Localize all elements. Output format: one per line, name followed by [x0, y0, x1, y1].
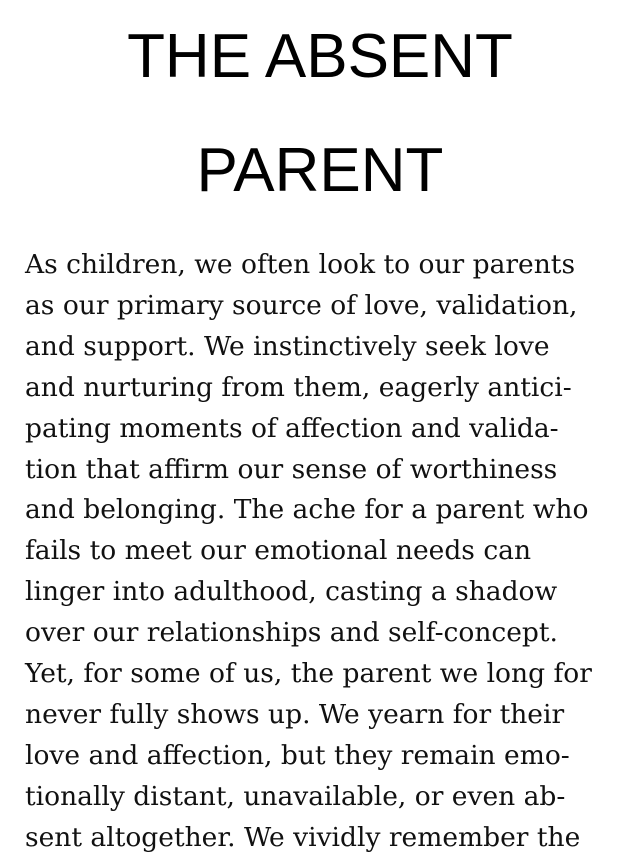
- body-paragraph: [25, 245, 625, 856]
- paragraph-line: and support. We instinctively seek love: [25, 330, 550, 362]
- paragraph-line: and nurturing from them, eagerly antici-: [25, 371, 572, 403]
- paragraph-line: pating moments of affection and valida-: [25, 412, 559, 444]
- paragraph-line: tion that affirm our sense of worthiness: [25, 453, 558, 485]
- paragraph-line: fails to meet our emotional needs can: [25, 535, 532, 567]
- paragraph-line: linger into adulthood, casting a shadow: [25, 576, 558, 608]
- title-line-2: PARENT: [196, 136, 444, 205]
- paragraph-line: and belonging. The ache for a parent who: [25, 494, 589, 526]
- paragraph-line: tionally distant, unavailable, or even ab-: [25, 780, 566, 812]
- title-line-1: THE ABSENT: [127, 22, 513, 91]
- paragraph-line: love and affection, but they remain emo-: [25, 739, 570, 771]
- paragraph-line: sent altogether. We vividly remember the: [25, 821, 581, 853]
- paragraph-line: over our relationships and self-concept.: [25, 617, 558, 649]
- paragraph-line: never fully shows up. We yearn for their: [25, 698, 565, 730]
- page-title: [0, 0, 640, 228]
- paragraph-line: Yet, for some of us, the parent we long for: [25, 658, 592, 690]
- paragraph-line: As children, we often look to our parents: [25, 249, 576, 280]
- paragraph-line: as our primary source of love, validation,: [25, 289, 578, 321]
